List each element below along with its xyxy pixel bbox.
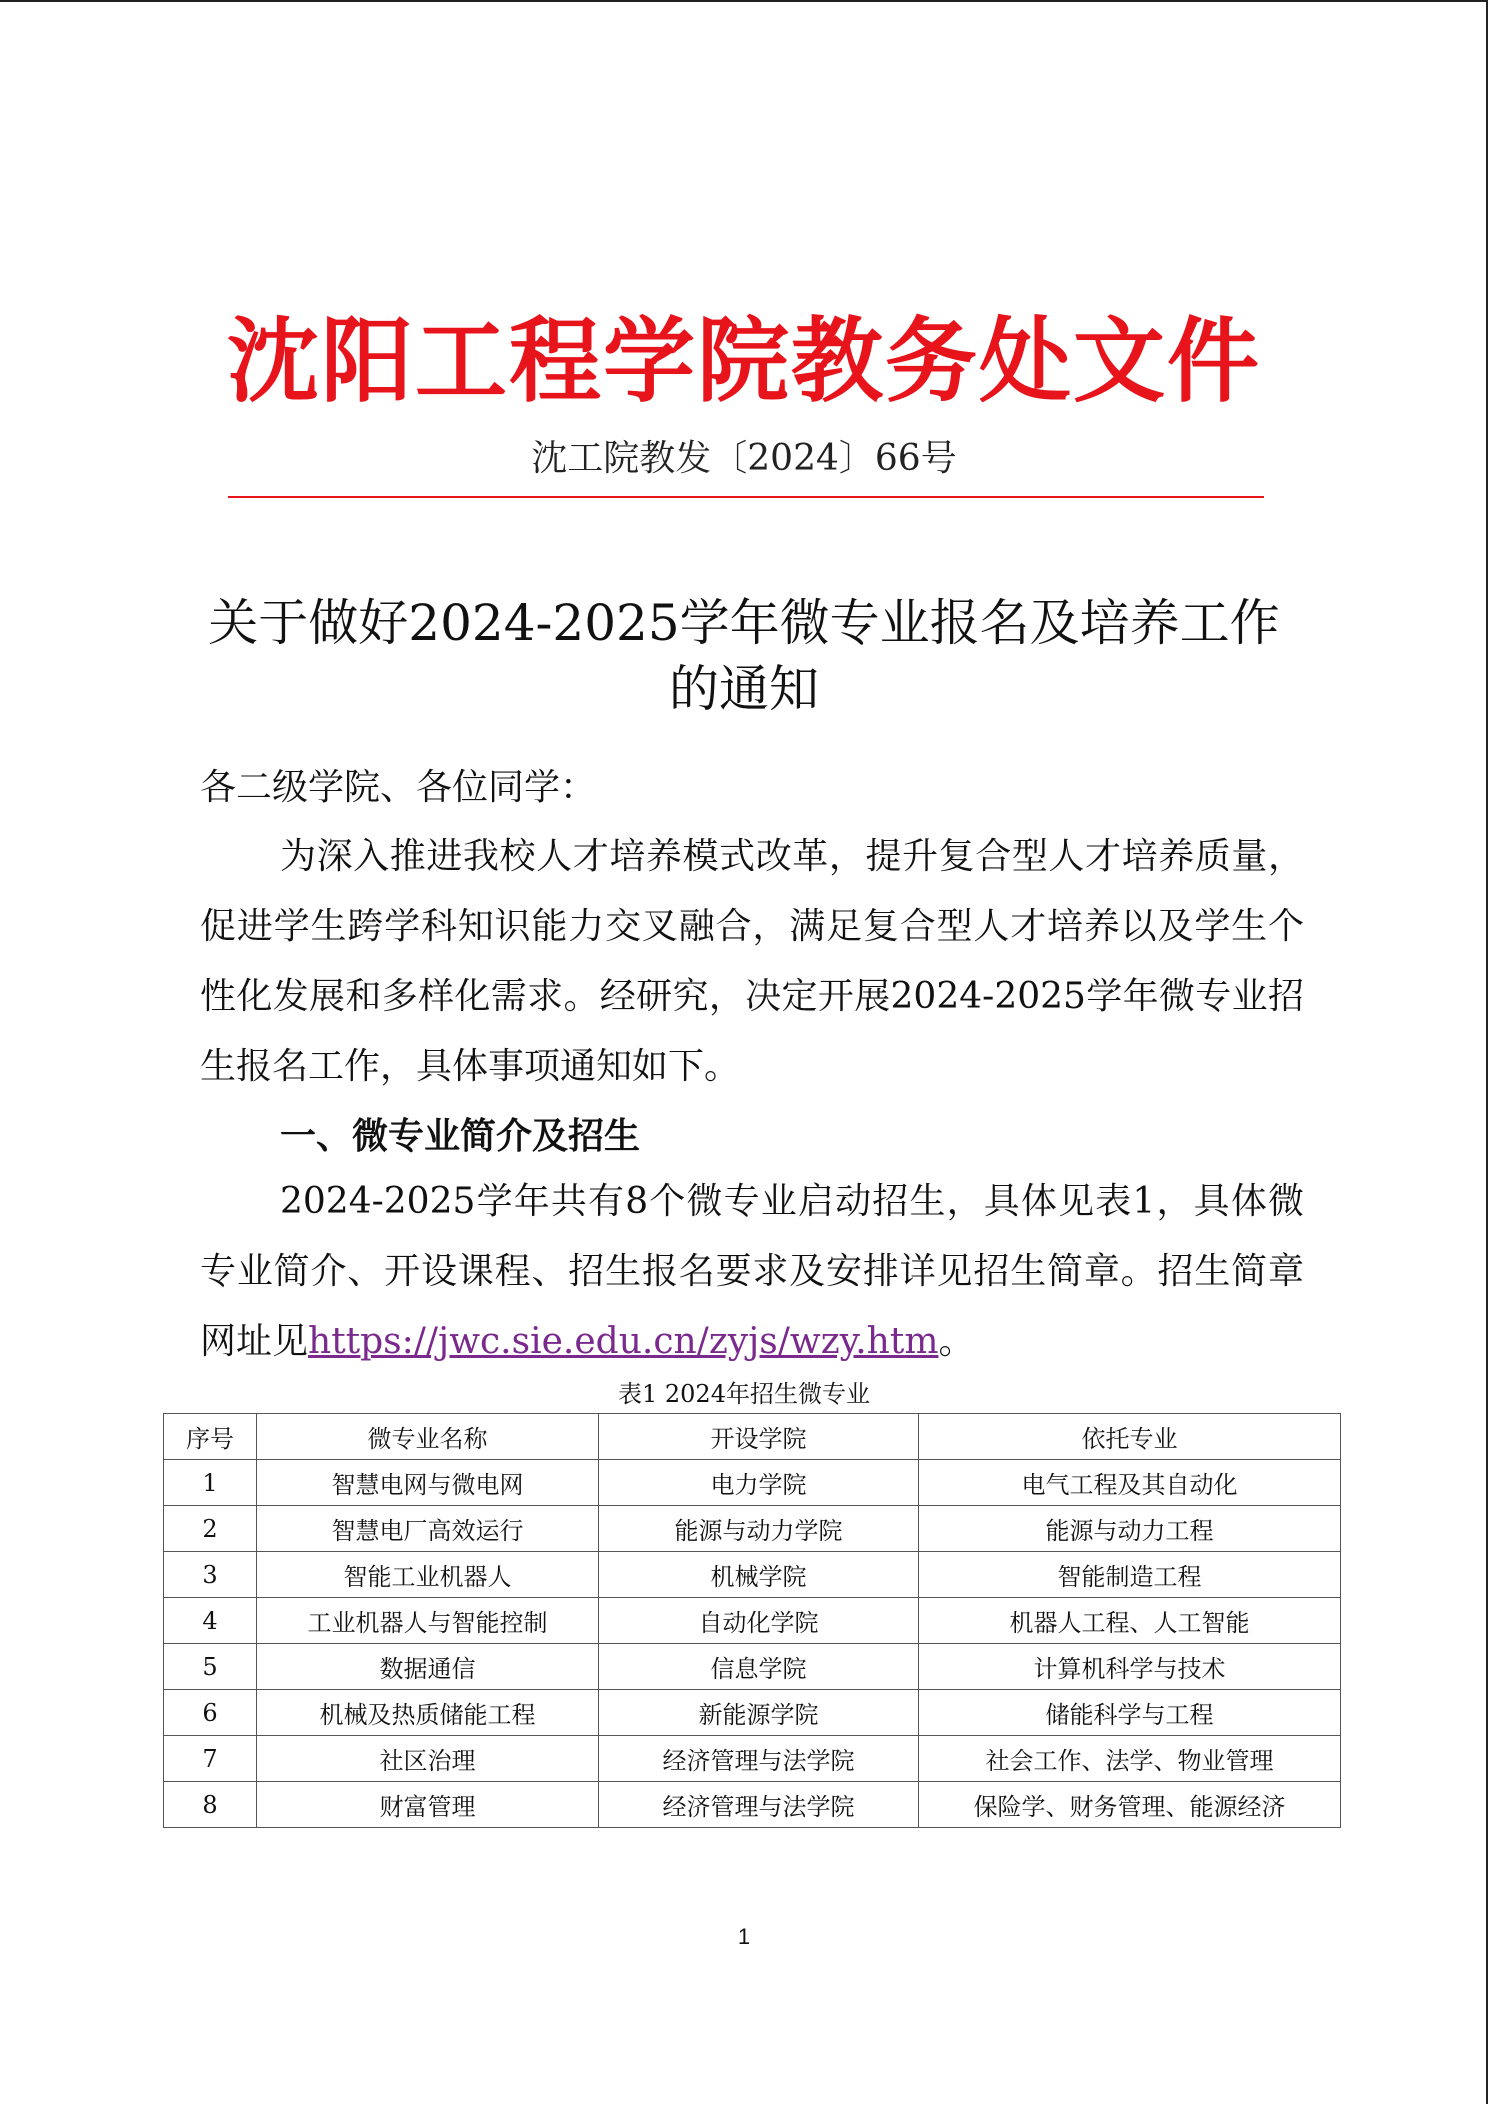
table-cell: 4 xyxy=(164,1598,257,1644)
table-cell: 信息学院 xyxy=(599,1644,919,1690)
table-row xyxy=(164,1736,1341,1782)
table-cell: 智慧电厂高效运行 xyxy=(257,1506,599,1552)
table-cell: 工业机器人与智能控制 xyxy=(257,1598,599,1644)
table-caption: 表1 2024年招生微专业 xyxy=(618,1380,870,1408)
table-cell: 机械学院 xyxy=(599,1552,919,1598)
table-cell: 自动化学院 xyxy=(599,1598,919,1644)
section1-paragraph xyxy=(200,1167,1304,1377)
table-cell: 2 xyxy=(164,1506,257,1552)
header-cell-major-name: 微专业名称 xyxy=(257,1414,599,1460)
header-cell-college: 开设学院 xyxy=(599,1414,919,1460)
enrollment-guide-link[interactable]: https://jwc.sie.edu.cn/zyjs/wzy.htm xyxy=(308,1321,939,1362)
table-cell: 机械及热质储能工程 xyxy=(257,1690,599,1736)
table-cell: 社区治理 xyxy=(257,1736,599,1782)
header-cell-base-major: 依托专业 xyxy=(919,1414,1341,1460)
table-cell: 6 xyxy=(164,1690,257,1736)
document-number: 沈工院教发〔2024〕66号 xyxy=(531,438,957,479)
section-heading-1: 一、微专业简介及招生 xyxy=(280,1116,641,1157)
table-cell: 保险学、财务管理、能源经济 xyxy=(919,1782,1341,1828)
table-cell: 新能源学院 xyxy=(599,1690,919,1736)
table-cell: 储能科学与工程 xyxy=(919,1690,1341,1736)
issuer-title: 沈阳工程学院教务处文件 xyxy=(226,308,1261,415)
table-cell: 能源与动力工程 xyxy=(919,1506,1341,1552)
micro-major-table xyxy=(163,1413,1341,1828)
table-cell: 社会工作、法学、物业管理 xyxy=(919,1736,1341,1782)
red-divider-line xyxy=(228,496,1264,498)
notice-title: 关于做好2024-2025学年微专业报名及培养工作的通知 xyxy=(208,594,1280,718)
table-cell: 5 xyxy=(164,1644,257,1690)
table-row xyxy=(164,1644,1341,1690)
table-cell: 经济管理与法学院 xyxy=(599,1736,919,1782)
table-cell: 财富管理 xyxy=(257,1782,599,1828)
table-cell: 数据通信 xyxy=(257,1644,599,1690)
table-cell: 计算机科学与技术 xyxy=(919,1644,1341,1690)
table-cell: 智能制造工程 xyxy=(919,1552,1341,1598)
table-cell: 智慧电网与微电网 xyxy=(257,1460,599,1506)
table-cell: 机器人工程、人工智能 xyxy=(919,1598,1341,1644)
table-cell: 电气工程及其自动化 xyxy=(919,1460,1341,1506)
table-header-row xyxy=(164,1414,1341,1460)
table-row xyxy=(164,1598,1341,1644)
table-cell: 8 xyxy=(164,1782,257,1828)
table-row xyxy=(164,1782,1341,1828)
table-cell: 3 xyxy=(164,1552,257,1598)
intro-paragraph: 为深入推进我校人才培养模式改革，提升复合型人才培养质量，促进学生跨学科知识能力交叉融合，满足复合型人才培养以及学生个性化发展和多样化需求。经研究，决定开展2024-2025学年微专业招生报名工作，具体事项通知如下。 xyxy=(200,836,1304,1087)
section1-paragraph-text: 2024-2025学年共有8个微专业启动招生，具体见表1，具体微专业简介、开设课程、招生报名要求及安排详见招生简章。招生简章网址见 xyxy=(200,1181,1304,1362)
header-cell-index: 序号 xyxy=(164,1414,257,1460)
section1-paragraph-end: 。 xyxy=(938,1321,975,1362)
table-cell: 电力学院 xyxy=(599,1460,919,1506)
table-cell: 7 xyxy=(164,1736,257,1782)
table-row xyxy=(164,1506,1341,1552)
table-row xyxy=(164,1552,1341,1598)
table-cell: 经济管理与法学院 xyxy=(599,1782,919,1828)
table-row xyxy=(164,1690,1341,1736)
salutation: 各二级学院、各位同学： xyxy=(200,767,597,808)
table-row xyxy=(164,1460,1341,1506)
table-cell: 能源与动力学院 xyxy=(599,1506,919,1552)
table-cell: 智能工业机器人 xyxy=(257,1552,599,1598)
table-cell: 1 xyxy=(164,1460,257,1506)
page-number: 1 xyxy=(737,1924,751,1949)
